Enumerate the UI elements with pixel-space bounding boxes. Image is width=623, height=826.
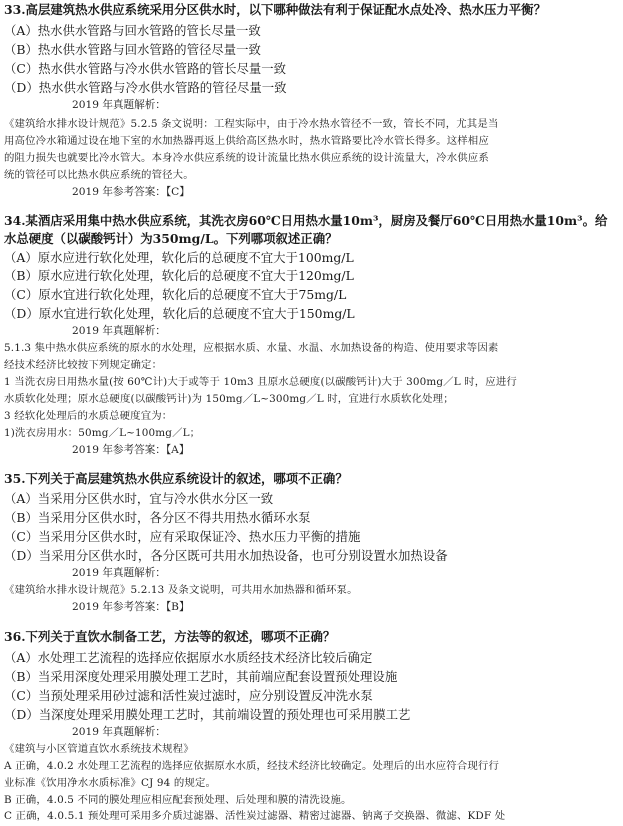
question-36-option-a: （A）水处理工艺流程的选择应依据原水水质经技术经济比较后确定 — [4, 650, 373, 665]
question-34-stem-continued: 水总硬度（以碳酸钙计）为350mg/L。下列哪项叙述正确？ — [4, 231, 338, 246]
question-33-answer: 2019 年参考答案：【C】 — [72, 186, 190, 198]
question-33-explanation-line: 统的管径可以比热水供应系统的管径大。 — [4, 169, 194, 181]
question-34-explanation-line: 3 经软化处理后的水质总硬度宜为： — [4, 410, 173, 422]
question-34-option-c: （C）原水宜进行软化处理，软化后的总硬度不宜大于75mg/L — [4, 287, 347, 302]
question-33-jiexi-label: 2019 年真题解析： — [72, 99, 166, 111]
question-33-option-d: （D）热水供水管路与冷水供水管路的管径尽量一致 — [4, 80, 287, 95]
question-36-option-c: （C）当预处理采用砂过滤和活性炭过滤时，应分别设置反冲洗水泵 — [4, 688, 373, 703]
question-33-explanation-line: 《建筑给水排水设计规范》5.2.5 条文说明：工程实际中，由于冷水热水管径不一致，管长不同，尤其是当 — [4, 118, 499, 130]
question-36-stem: 36.下列关于直饮水制备工艺，方法等的叙述，哪项不正确？ — [4, 629, 336, 644]
question-34-explanation-line: 水质软化处理；原水总硬度(以碳酸钙计)为 150mg／L~300mg／L 时，宜进行水质软化处理； — [4, 393, 454, 405]
question-36-jiexi-label: 2019 年真题解析： — [72, 726, 166, 738]
question-35-option-b: （B）当采用分区供水时，各分区不得共用热水循环水泵 — [4, 510, 311, 525]
question-33-option-b: （B）热水供水管路与回水管路的管径尽量一致 — [4, 42, 261, 57]
question-33-option-c: （C）热水供水管路与冷水供水管路的管长尽量一致 — [4, 61, 287, 76]
question-36-explanation-line: 《建筑与小区管道直饮水系统技术规程》 — [4, 743, 194, 755]
question-35-explanation-line: 《建筑给水排水设计规范》5.2.13 及条文说明，可共用水加热器和循环泵。 — [4, 584, 358, 596]
question-34-option-d: （D）原水宜进行软化处理，软化后的总硬度不宜大于150mg/L — [4, 306, 355, 321]
question-35-option-a: （A）当采用分区供水时，宜与冷水供水分区一致 — [4, 491, 274, 506]
question-35-option-d: （D）当采用分区供水时，各分区既可共用水加热设备，也可分别设置水加热设备 — [4, 548, 448, 563]
question-34-stem: 34.某酒店采用集中热水供应系统，其洗衣房60℃日用热水量10m³，厨房及餐厅60℃日用热水量10m³。给 — [4, 213, 608, 228]
question-35-option-c: （C）当采用分区供水时，应有采取保证冷、热水压力平衡的措施 — [4, 529, 361, 544]
question-33-explanation-line: 用高位冷水箱通过设在地下室的水加热器再返上供给高区热水时，热水管路要比冷水管长得多。这样相应 — [4, 135, 489, 147]
question-33-explanation-line: 的阻力损失也就要比冷水管大。本身冷水供应系统的设计流量比热水供应系统的设计流量大，冷水供应系 — [4, 152, 489, 164]
question-36-option-d: （D）当深度处理采用膜处理工艺时，其前端设置的预处理也可采用膜工艺 — [4, 707, 411, 722]
question-34-option-b: （B）原水应进行软化处理，软化后的总硬度不宜大于120mg/L — [4, 268, 354, 283]
question-34-answer: 2019 年参考答案：【A】 — [72, 444, 190, 456]
question-36-option-b: （B）当采用深度处理采用膜处理工艺时，其前端应配套设置预处理设施 — [4, 669, 398, 684]
question-35-jiexi-label: 2019 年真题解析： — [72, 567, 166, 579]
question-36-explanation-line: C 正确，4.0.5.1 预处理可采用多介质过滤器、活性炭过滤器、精密过滤器、钠离子交换器、微滤、KDF 处 — [4, 810, 506, 822]
question-33-option-a: （A）热水供水管路与回水管路的管长尽量一致 — [4, 23, 261, 38]
question-36-explanation-line: A 正确，4.0.2 水处理工艺流程的选择应依据原水水质，经技术经济比较确定。处理后的出水应符合现行行 — [4, 760, 499, 772]
question-35-answer: 2019 年参考答案：【B】 — [72, 601, 190, 613]
question-34-explanation-line: 1 当洗衣房日用热水量(按 60℃计)大于或等于 10m3 且原水总硬度(以碳酸钙计)大于 300mg／L 时，应进行 — [4, 376, 517, 388]
question-36-explanation-line: B 正确，4.0.5 不同的膜处理应相应配套预处理、后处理和膜的清洗设施。 — [4, 794, 352, 806]
question-35-stem: 35.下列关于高层建筑热水供应系统设计的叙述，哪项不正确？ — [4, 471, 348, 486]
question-34-option-a: （A）原水应进行软化处理，软化后的总硬度不宜大于100mg/L — [4, 250, 354, 265]
question-34-explanation-line: 经技术经济比较按下列规定确定： — [4, 359, 163, 371]
question-34-jiexi-label: 2019 年真题解析： — [72, 325, 166, 337]
question-33-stem: 33.高层建筑热水供应系统采用分区供水时，以下哪种做法有利于保证配水点处冷、热水压力平衡？ — [4, 2, 546, 17]
question-34-explanation-line: 5.1.3 集中热水供应系统的原水的水处理，应根据水质、水量、水温、水加热设备的构造、使用要求等因素 — [4, 342, 499, 354]
question-36-explanation-line: 业标准《饮用净水水质标准》CJ 94 的规定。 — [4, 777, 217, 789]
question-34-explanation-line: 1)洗衣房用水：50mg／L~100mg／L； — [4, 427, 201, 439]
